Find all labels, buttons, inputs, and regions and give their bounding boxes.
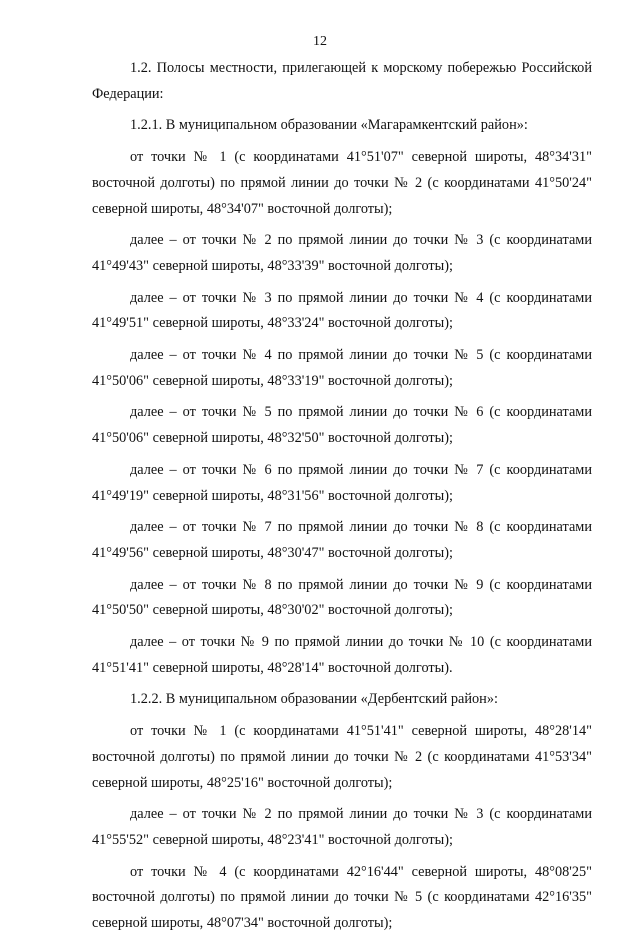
page-number: 12 xyxy=(313,34,327,49)
coordinate-paragraph: от точки № 1 (с координатами 41°51'07" северной широты, 48°34'31" восточной долготы) по прямой линии до точки № 2 (с координатами 41°50'24" северной широты, 48°34'07" восточной долготы); xyxy=(92,149,592,217)
coordinate-paragraph: далее – от точки № 2 по прямой линии до точки № 3 (с координатами 41°49'43" северной широты, 48°33'39" восточной долготы); xyxy=(92,232,592,274)
coordinate-paragraph: далее – от точки № 3 по прямой линии до точки № 4 (с координатами 41°49'51" северной широты, 48°33'24" восточной долготы); xyxy=(92,289,592,332)
coordinate-paragraph: далее – от точки № 7 по прямой линии до точки № 8 (с координатами 41°49'56" северной широты, 48°30'47" восточной долготы); xyxy=(92,519,592,561)
subsection-heading: 1.2.1. В муниципальном образовании «Магарамкентский район»: xyxy=(130,117,528,134)
coordinate-paragraph: от точки № 4 (с координатами 42°16'44" северной широты, 48°08'25" восточной долготы) по прямой линии до точки № 5 (с координатами 42°16'35" северной широты, 48°07'34" восточной долготы); xyxy=(92,863,592,932)
coordinate-paragraph: далее – от точки № 6 по прямой линии до точки № 7 (с координатами 41°49'19" северной широты, 48°31'56" восточной долготы); xyxy=(92,461,592,504)
document-body xyxy=(92,56,592,937)
section-heading: 1.2. Полосы местности, прилегающей к морскому побережью Российской Федерации: xyxy=(92,60,592,102)
coordinate-paragraph: от точки № 1 (с координатами 41°51'41" северной широты, 48°28'14" восточной долготы) по прямой линии до точки № 2 (с координатами 41°53'34" северной широты, 48°25'16" восточной долготы); xyxy=(92,723,592,791)
coordinate-paragraph: далее – от точки № 8 по прямой линии до точки № 9 (с координатами 41°50'50" северной широты, 48°30'02" восточной долготы); xyxy=(92,576,592,619)
coordinate-paragraph: далее – от точки № 9 по прямой линии до точки № 10 (с координатами 41°51'41" северной широты, 48°28'14" восточной долготы). xyxy=(92,634,592,676)
coordinate-paragraph: далее – от точки № 4 по прямой линии до точки № 5 (с координатами 41°50'06" северной широты, 48°33'19" восточной долготы); xyxy=(92,347,592,389)
coordinate-paragraph: далее – от точки № 2 по прямой линии до точки № 3 (с координатами 41°55'52" северной широты, 48°23'41" восточной долготы); xyxy=(92,806,592,848)
coordinate-paragraph: далее – от точки № 5 по прямой линии до точки № 6 (с координатами 41°50'06" северной широты, 48°32'50" восточной долготы); xyxy=(92,404,592,447)
subsection-heading: 1.2.2. В муниципальном образовании «Дербентский район»: xyxy=(130,691,498,708)
